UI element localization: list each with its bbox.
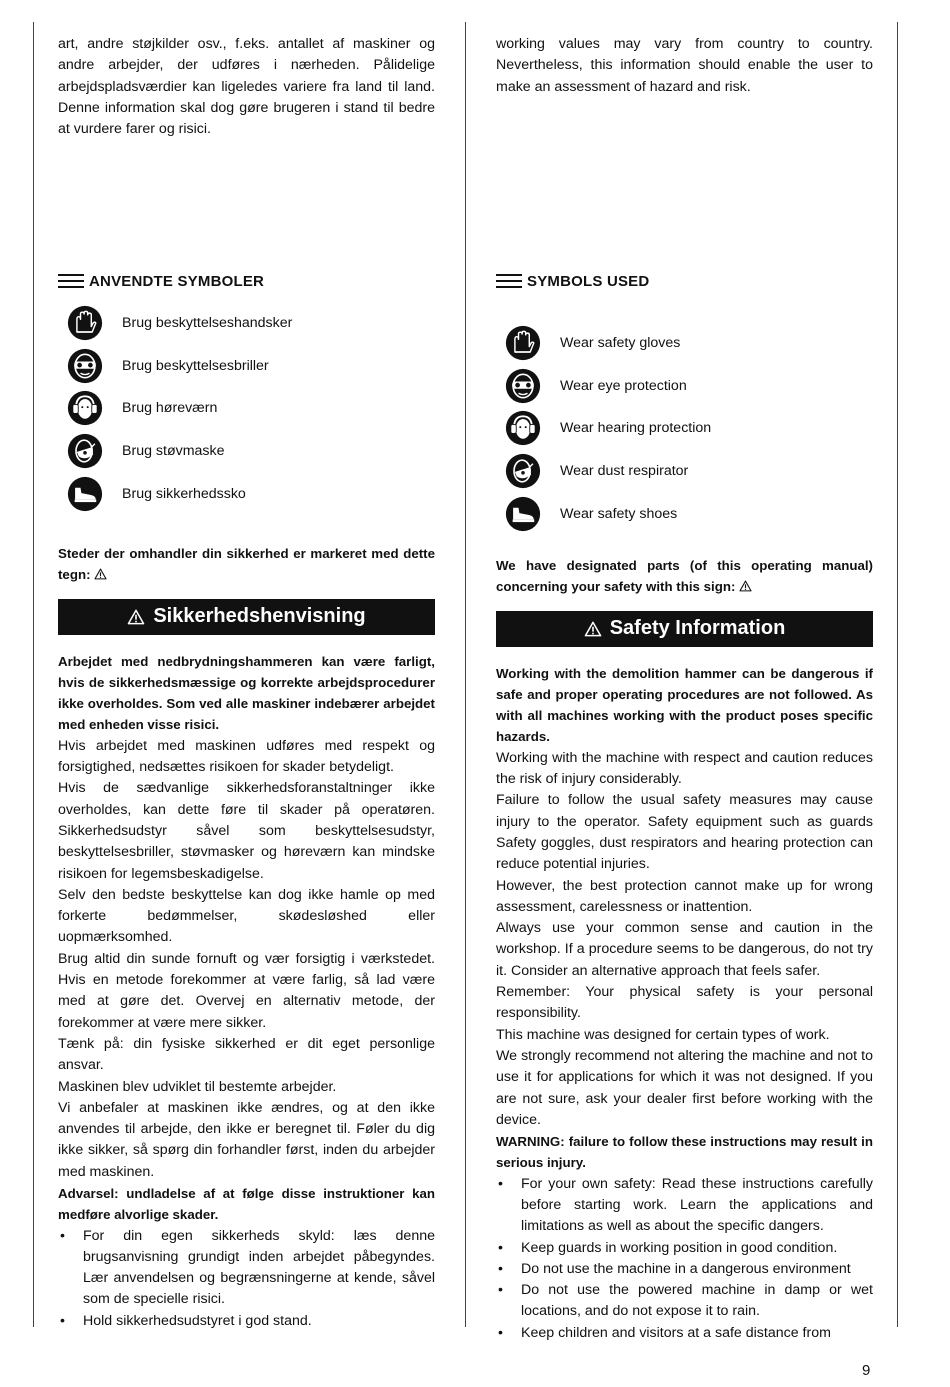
paragraph: Hvis de sædvanlige sikkerhedsforanstaltninger ikke overholdes, kan dette føre til skader på operatøren. Sikkerhedsudstyr såvel som beskyttelsesudstyr, beskyttelsesbriller, støvmasker og høreværn kan mindske risikoen for legemsbeskadigelse. <box>58 780 435 882</box>
symbol-label: Wear hearing protection <box>560 420 712 437</box>
list-item: • For your own safety: Read these instructions carefully before starting work. Learn the applications and limitations as well as about the specific dangers. <box>496 1174 873 1238</box>
paragraph: Brug altid din sunde fornuft og vær forsigtig i værkstedet. Hvis en metode forekommer at være farlig, så lad være med at gøre det. Overvej en alternativ metode, der forekommer at være mere sikker. <box>58 950 435 1031</box>
designated-text: We have designated parts (of this operating manual) concerning your safety with this sign: <box>496 557 873 595</box>
symbol-row <box>58 345 435 388</box>
bullet-list <box>496 1174 873 1344</box>
symbols-heading <box>496 268 873 294</box>
symbol-row <box>496 407 873 450</box>
list-item: • Hold sikkerhedsudstyret i god stand. <box>58 1311 435 1332</box>
warning-triangle-icon <box>584 621 602 637</box>
intro-text: art, andre støjkilder osv., f.eks. antallet af maskiner og andre arbejder, der udføres i nærheden. Pålidelige arbejdspladsværdier kan ligeledes variere fra land til land. Denne information skal dog gøre brugeren i stand til bedre at vurdere farer og risici. <box>58 36 435 138</box>
symbol-label: Wear eye protection <box>560 377 687 394</box>
symbol-row <box>58 302 435 345</box>
paragraph: This machine was designed for certain types of work. <box>496 1026 830 1043</box>
safety-body <box>58 651 435 1333</box>
designated-note <box>58 543 435 586</box>
page-number: 9 <box>862 1362 871 1379</box>
symbols-heading <box>58 268 435 294</box>
symbol-label: Wear safety shoes <box>560 505 678 522</box>
symbol-row <box>496 450 873 493</box>
gloves-icon <box>505 325 541 361</box>
goggles-icon <box>67 348 103 384</box>
english-column <box>496 34 873 1344</box>
intro-section <box>496 34 873 266</box>
safety-shoe-icon <box>67 476 103 512</box>
list-item: • Do not use the powered machine in damp or wet locations, and do not expose it to rain. <box>496 1280 873 1323</box>
section-marker-icon <box>58 274 84 288</box>
symbol-label: Wear safety gloves <box>560 335 681 352</box>
banner-title: Sikkerhedshenvisning <box>153 605 366 628</box>
warning-paragraph: Advarsel: undladelse af at følge disse instruktioner kan medføre alvorlige skader. <box>58 1185 435 1223</box>
symbols-list <box>58 302 435 515</box>
warning-triangle-icon <box>739 580 752 592</box>
symbol-row <box>496 365 873 408</box>
paragraph: Remember: Your physical safety is your personal responsibility. <box>496 984 873 1022</box>
bullet-list <box>58 1226 435 1332</box>
warning-triangle-icon <box>94 568 107 580</box>
paragraph: We strongly recommend not altering the machine and not to use it for applications for which it was not designed. If you are not sure, ask your dealer first before working with the device. <box>496 1047 873 1128</box>
paragraph: Working with the demolition hammer can be dangerous if safe and proper operating procedures are not followed. As with all machines working with the product poses specific hazards. <box>496 665 873 745</box>
symbol-row <box>496 492 873 535</box>
symbols-heading-text: SYMBOLS USED <box>527 272 650 290</box>
paragraph: Tænk på: din fysiske sikkerhed er dit eget personlige ansvar. <box>58 1035 435 1074</box>
paragraph: Failure to follow the usual safety measures may cause injury to the operator. Safety equipment such as guards Safety goggles, dust respirators and hearing protection can reduce potential injuries. <box>496 792 873 873</box>
symbols-heading-text: ANVENDTE SYMBOLER <box>89 272 265 290</box>
banner-title: Safety Information <box>609 617 786 640</box>
paragraph: Selv den bedste beskyttelse kan dog ikke hamle op med forkerte bedømmelser, skødesløshed eller uopmærksomhed. <box>58 886 435 946</box>
warning-paragraph: WARNING: failure to follow these instructions may result in serious injury. <box>496 1134 873 1171</box>
paragraph: Maskinen blev udviklet til bestemte arbejder. <box>58 1078 337 1095</box>
safety-banner <box>496 611 873 647</box>
list-item: • Keep guards in working position in good condition. <box>496 1238 873 1259</box>
paragraph: Hvis arbejdet med maskinen udføres med respekt og forsigtighed, nedsættes risikoen for skader betydeligt. <box>58 737 435 776</box>
ear-protection-icon <box>67 390 103 426</box>
symbol-row <box>58 430 435 473</box>
paragraph: Arbejdet med nedbrydningshammeren kan være farligt, hvis de sikkerhedsmæssige og korrekte arbejdsprocedurer ikke overholdes. Som ved alle maskiner indebærer arbejdet med enheden visse risici. <box>58 653 435 733</box>
symbol-row <box>58 387 435 430</box>
warning-triangle-icon <box>127 609 145 625</box>
paragraph: Vi anbefaler at maskinen ikke ændres, og at den ikke anvendes til arbejde, den ikke er beregnet til. Føler du dig ikke sikker, så spørg din forhandler først, inden du arbejder med maskinen. <box>58 1099 435 1180</box>
symbol-row <box>58 472 435 515</box>
center-rule <box>465 22 466 1327</box>
symbols-list <box>496 322 873 535</box>
list-item: • For din egen sikkerheds skyld: læs denne brugsanvisning grundigt inden arbejdet påbegyndes. Lær anvendelsen og begrænsningerne at kende, såvel som de specielle risici. <box>58 1226 435 1311</box>
paragraph: Working with the machine with respect and caution reduces the risk of injury considerably. <box>496 749 873 788</box>
safety-shoe-icon <box>505 496 541 532</box>
symbol-label: Brug beskyttelseshandsker <box>122 315 293 332</box>
danish-column <box>58 34 435 1332</box>
symbol-row <box>496 322 873 365</box>
list-item: • Do not use the machine in a dangerous environment <box>496 1259 873 1280</box>
section-marker-icon <box>496 274 522 288</box>
dust-mask-icon <box>505 453 541 489</box>
paragraph: Always use your common sense and caution in the workshop. If a procedure seems to be dangerous, do not try it. Consider an alternative approach that feels safer. <box>496 920 873 979</box>
safety-body <box>496 663 873 1345</box>
dust-mask-icon <box>67 433 103 469</box>
intro-section <box>58 34 435 266</box>
symbol-label: Brug høreværn <box>122 400 218 417</box>
intro-text: working values may vary from country to country. Nevertheless, this information should enable the user to make an assessment of hazard and risk. <box>496 36 873 95</box>
goggles-icon <box>505 368 541 404</box>
symbol-label: Brug sikkerhedssko <box>122 485 246 502</box>
paragraph: However, the best protection cannot make up for wrong assessment, carelessness or inattention. <box>496 877 873 915</box>
symbol-label: Wear dust respirator <box>560 463 689 480</box>
gloves-icon <box>67 305 103 341</box>
designated-text: Steder der omhandler din sikkerhed er markeret med dette tegn: <box>58 545 435 583</box>
right-margin-rule <box>897 22 898 1327</box>
ear-protection-icon <box>505 410 541 446</box>
safety-banner <box>58 599 435 635</box>
left-margin-rule <box>33 22 34 1327</box>
designated-note <box>496 555 873 598</box>
list-item: • Keep children and visitors at a safe distance from <box>496 1323 873 1344</box>
symbol-label: Brug beskyttelsesbriller <box>122 357 269 374</box>
symbol-label: Brug støvmaske <box>122 443 225 460</box>
